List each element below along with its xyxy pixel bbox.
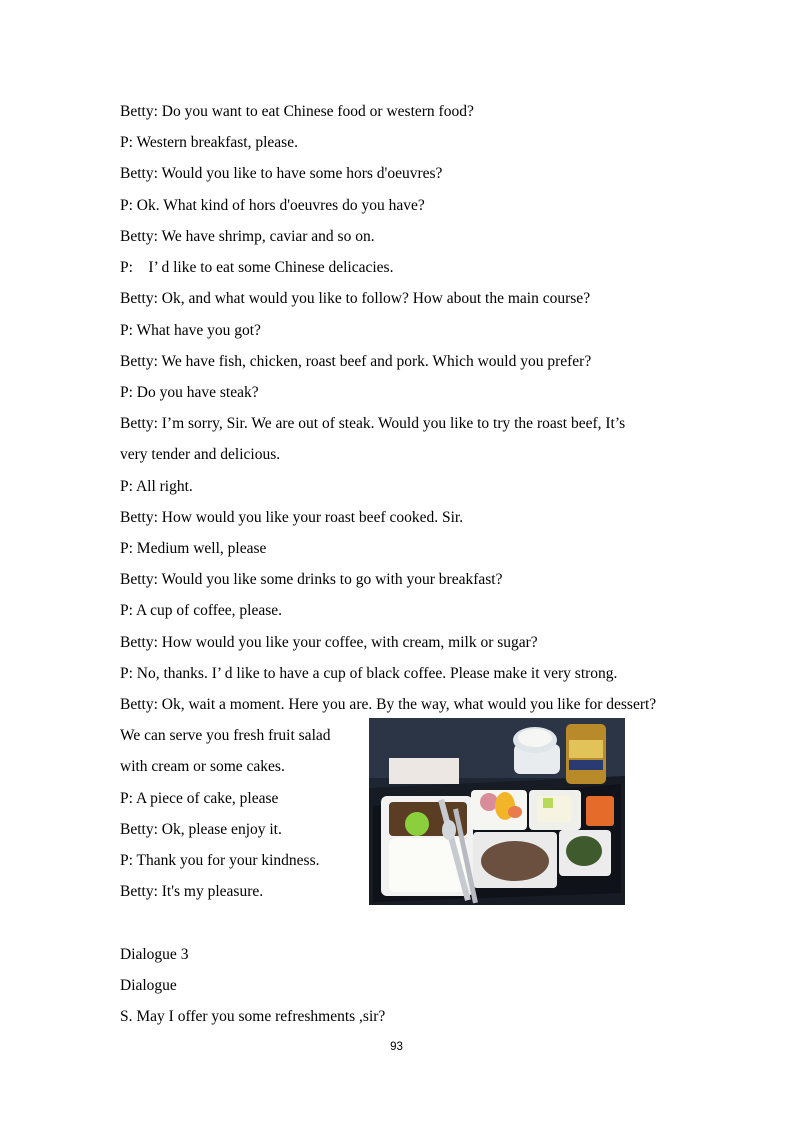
dialogue-line: Betty: Ok, please enjoy it. — [120, 821, 282, 838]
dialogue-line: with cream or some cakes. — [120, 758, 285, 775]
dialogue-line: Betty: How would you like your coffee, with cream, milk or sugar? — [120, 634, 538, 651]
dialogue-line: Betty: I’m sorry, Sir. We are out of steak. Would you like to try the roast beef, It’s — [120, 415, 626, 432]
dialogue-line: P: No, thanks. I’ d like to have a cup of black coffee. Please make it very strong. — [120, 665, 618, 682]
dialogue-line: S. May I offer you some refreshments ,sir? — [120, 1008, 386, 1025]
dialogue-line: Betty: We have shrimp, caviar and so on. — [120, 228, 375, 245]
dialogue-line: Betty: We have fish, chicken, roast beef and pork. Which would you prefer? — [120, 353, 592, 370]
dialogue-line: Betty: Would you like to have some hors d'oeuvres? — [120, 165, 443, 182]
dialogue-line: P: Medium well, please — [120, 540, 267, 557]
dialogue-line: P: A piece of cake, please — [120, 790, 279, 807]
dialogue-line: P: A cup of coffee, please. — [120, 602, 282, 619]
dialogue-line: Betty: Ok, wait a moment. Here you are. By the way, what would you like for dessert? — [120, 696, 657, 713]
section-subheading: Dialogue — [120, 977, 177, 994]
dialogue-line: P: Western breakfast, please. — [120, 134, 298, 151]
dialogue-line: Betty: Do you want to eat Chinese food or western food? — [120, 103, 474, 120]
dialogue-line: We can serve you fresh fruit salad — [120, 727, 331, 744]
dialogue-line: Betty: Ok, and what would you like to follow? How about the main course? — [120, 290, 591, 307]
dialogue-line: P: I’ d like to eat some Chinese delicacies. — [120, 259, 394, 276]
dialogue-line: Betty: How would you like your roast beef cooked. Sir. — [120, 509, 464, 526]
dialogue-line: Betty: It's my pleasure. — [120, 883, 264, 900]
dialogue-line: very tender and delicious. — [120, 446, 281, 463]
dialogue-line: P: Ok. What kind of hors d'oeuvres do you have? — [120, 197, 425, 214]
dialogue-line: P: Thank you for your kindness. — [120, 852, 320, 869]
dialogue-line: P: All right. — [120, 478, 193, 495]
section-heading: Dialogue 3 — [120, 946, 189, 963]
dialogue-line: P: Do you have steak? — [120, 384, 259, 401]
inflight-meal-photo — [369, 718, 625, 905]
dialogue-line: Betty: Would you like some drinks to go with your breakfast? — [120, 571, 503, 588]
dialogue-line: P: What have you got? — [120, 322, 261, 339]
page-number: 93 — [390, 1041, 403, 1053]
